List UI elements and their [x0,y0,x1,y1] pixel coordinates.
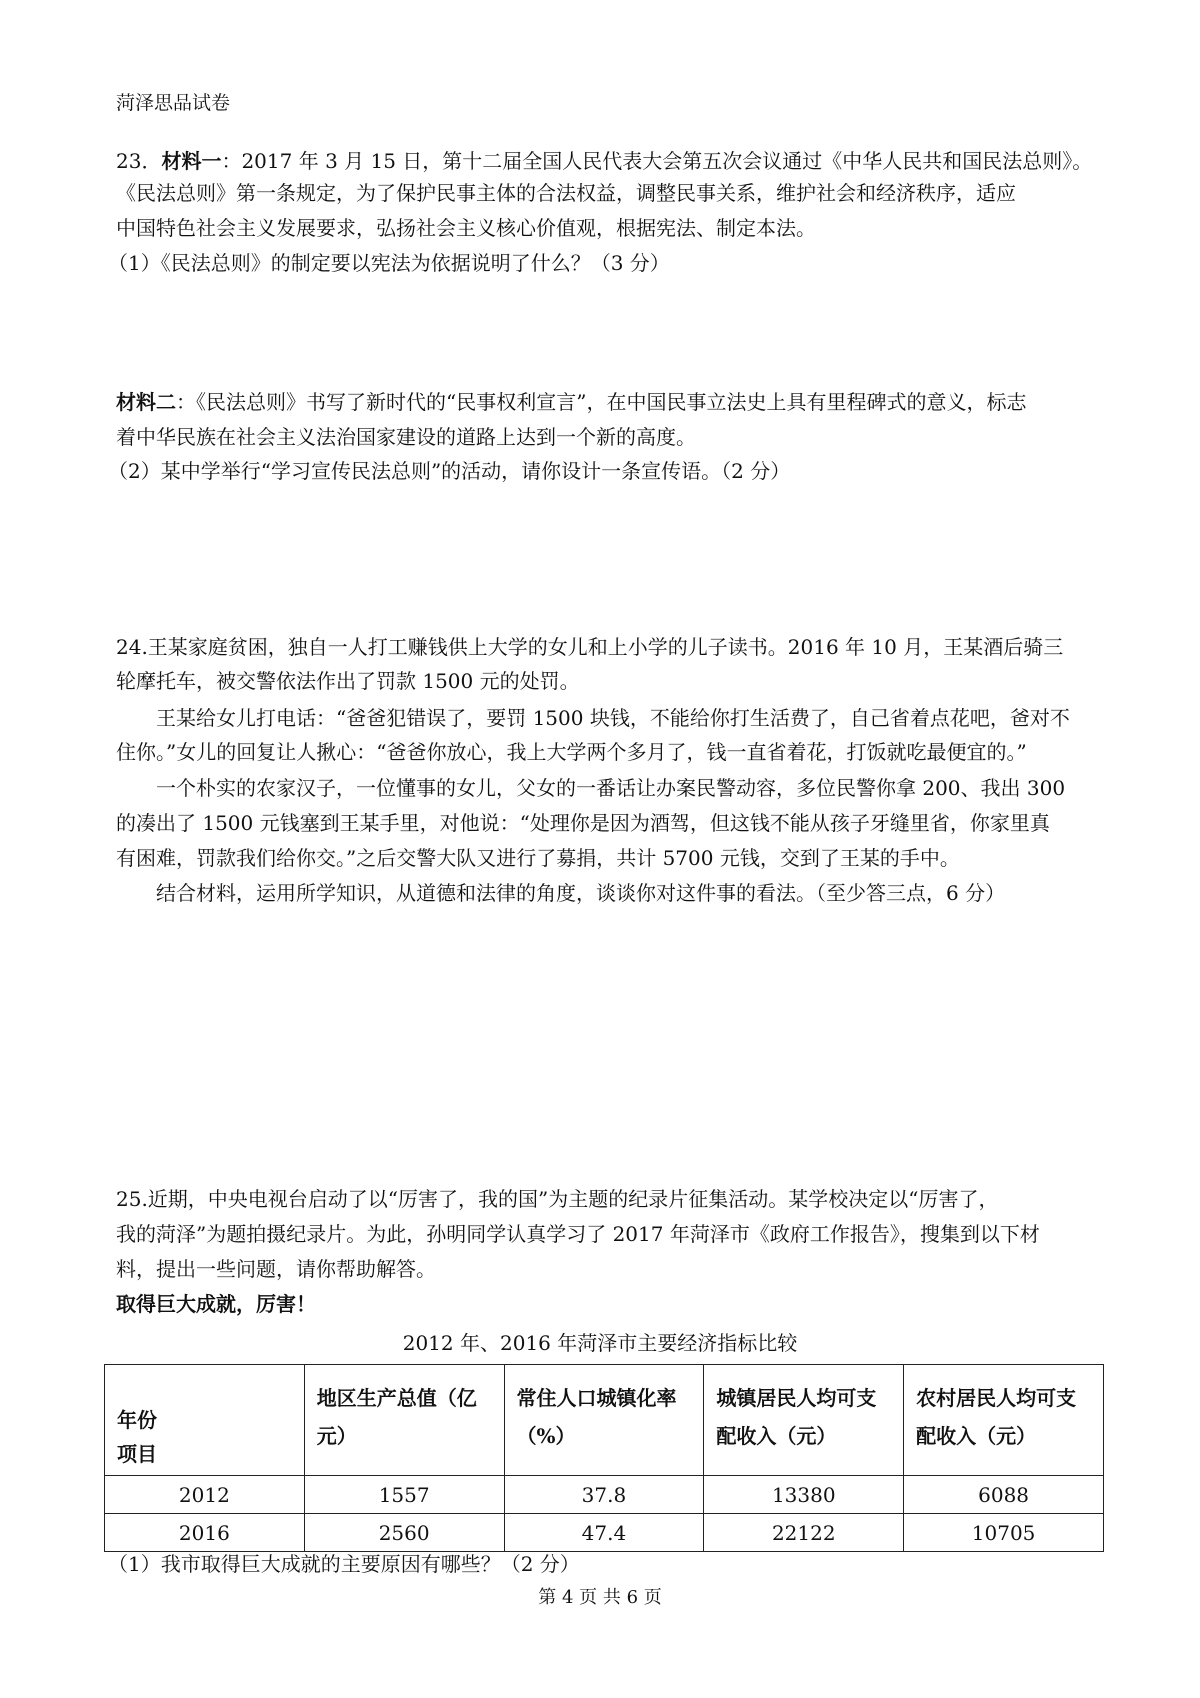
material-one-label: 材料一 [161,149,222,173]
material-two-label: 材料二 [116,390,176,414]
exam-header-title: 菏泽思品试卷 [116,92,231,114]
q23-material-two-line-1 [116,387,1026,417]
table-cell: 2560 [304,1514,504,1552]
q25-line-1: 25.近期，中央电视台启动了以“厉害了，我的国”为主题的纪录片征集活动。某学校决定以“厉害了， [116,1187,999,1211]
table-corner-cell [105,1365,305,1476]
table-header-gdp: 地区生产总值（亿元） [304,1365,504,1476]
table-header-urban-income: 城镇居民人均可支配收入（元） [704,1365,904,1476]
q24-para-2-line-1: 王某给女儿打电话：“爸爸犯错误了，要罚 1500 块钱，不能给你打生活费了，自己省着点花吧，爸对不 [156,706,1070,730]
q25-subheading: 取得巨大成就，厉害！ [116,1292,316,1316]
q25-line-2: 我的菏泽”为题拍摄纪录片。为此，孙明同学认真学习了 2017 年菏泽市《政府工作报告》，搜集到以下材 [116,1222,1040,1246]
table-cell: 47.4 [504,1514,704,1552]
table-header-row [105,1365,1104,1476]
corner-label-item: 项目 [117,1442,157,1466]
table-cell: 22122 [704,1514,904,1552]
q24-question: 结合材料，运用所学知识，从道德和法律的角度，谈谈你对这件事的看法。（至少答三点，6 分） [156,881,1006,905]
q23-question-2: （2）某中学举行“学习宣传民法总则”的活动，请你设计一条宣传语。（2 分） [108,459,791,483]
q25-question-1: （1）我市取得巨大成就的主要原因有哪些？（2 分） [108,1552,580,1576]
table-header-urbanization: 常住人口城镇化率（%） [504,1365,704,1476]
q24-para-3-line-2: 的凑出了 1500 元钱塞到王某手里，对他说：“处理你是因为酒驾，但这钱不能从孩子牙缝里省，你家里真 [116,811,1050,835]
q25-line-3: 料，提出一些问题，请你帮助解答。 [116,1257,436,1281]
q23-material-two-line-2: 着中华民族在社会主义法治国家建设的道路上达到一个新的高度。 [116,425,696,449]
q24-para-3-line-1: 一个朴实的农家汉子，一位懂事的女儿，父女的一番话让办案民警动容，多位民警你拿 200、我出 300 [156,776,1066,800]
table-row [105,1476,1104,1514]
q23-number: 23． [116,149,162,173]
table-cell: 2016 [105,1514,305,1552]
material-two-text: ：《民法总则》书写了新时代的“民事权利宣言”，在中国民事立法史上具有里程碑式的意义，标志 [176,390,1027,414]
q23-line-1 [116,146,1092,176]
table-header-rural-income: 农村居民人均可支配收入（元） [904,1365,1104,1476]
table-cell: 10705 [904,1514,1104,1552]
q23-line-1-text: ：2017 年 3 月 15 日，第十二届全国人民代表大会第五次会议通过《中华人民共和国民法总则》。 [221,149,1093,173]
table-caption: 2012 年、2016 年菏泽市主要经济指标比较 [402,1331,798,1355]
q24-para-3-line-3: 有困难，罚款我们给你交。”之后交警大队又进行了募捐，共计 5700 元钱，交到了王某的手中。 [116,846,960,870]
table-cell: 1557 [304,1476,504,1514]
table-cell: 2012 [105,1476,305,1514]
q24-para-1-line-2: 轮摩托车，被交警依法作出了罚款 1500 元的处罚。 [116,669,580,693]
q23-line-2: 《民法总则》第一条规定，为了保护民事主体的合法权益，调整民事关系，维护社会和经济秩序，适应 [116,181,1016,205]
table-cell: 13380 [704,1476,904,1514]
q24-para-2-line-2: 住你。”女儿的回复让人揪心：“爸爸你放心，我上大学两个多月了，钱一直省着花，打饭就吃最便宜的。” [116,740,1027,764]
q24-para-1-line-1: 24.王某家庭贫困，独自一人打工赚钱供上大学的女儿和上小学的儿子读书。2016 年 10 月，王某酒后骑三 [116,635,1064,659]
economic-indicators-table [104,1364,1104,1552]
corner-label-year: 年份 [117,1408,157,1432]
table-cell: 6088 [904,1476,1104,1514]
q23-question-1: （1）《民法总则》的制定要以宪法为依据说明了什么？（3 分） [108,251,670,275]
table-cell: 37.8 [504,1476,704,1514]
page-footer: 第 4 页 共 6 页 [538,1587,662,1608]
q23-line-3: 中国特色社会主义发展要求，弘扬社会主义核心价值观，根据宪法、制定本法。 [116,216,816,240]
table-row [105,1514,1104,1552]
